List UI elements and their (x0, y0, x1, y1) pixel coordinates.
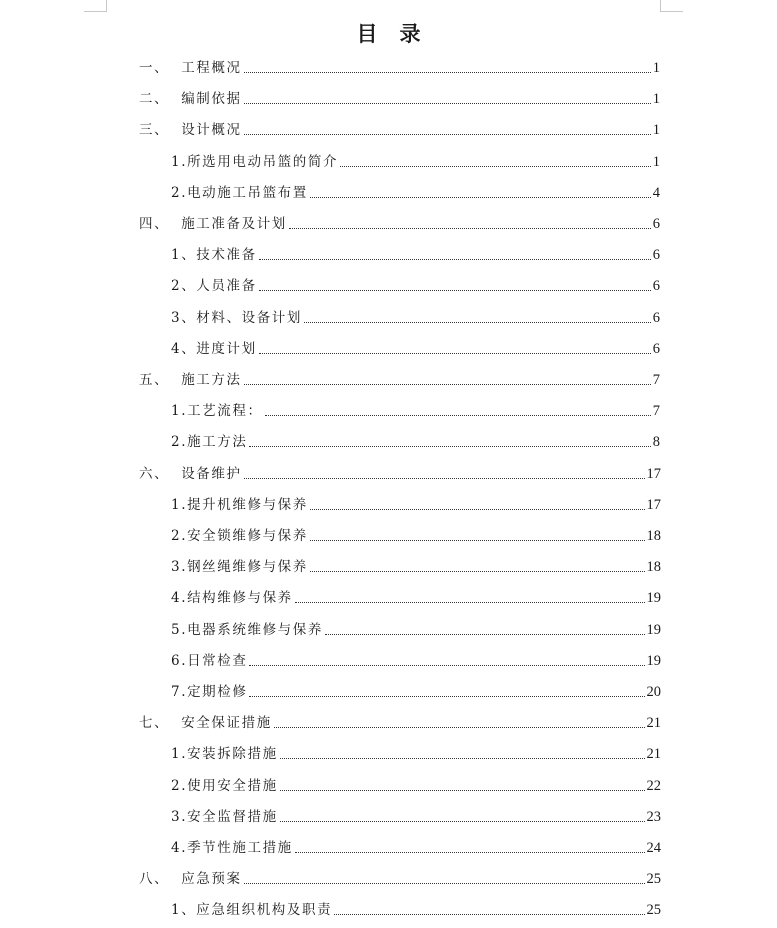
toc-entry[interactable] (139, 865, 661, 887)
toc-dot-leader (249, 664, 644, 666)
toc-entry-label (139, 216, 287, 232)
toc-entry[interactable] (171, 553, 661, 575)
toc-dot-leader (310, 196, 651, 198)
toc-page-number: 21 (646, 746, 661, 762)
toc-entry[interactable] (139, 54, 660, 76)
toc-entry-number: 八、 (139, 871, 170, 887)
toc-entry-text: 1.安装拆除措施 (171, 746, 278, 762)
toc-dot-leader (304, 321, 651, 323)
toc-entry[interactable] (171, 647, 661, 669)
toc-entry[interactable] (171, 428, 660, 450)
toc-entry[interactable] (171, 335, 660, 357)
toc-entry-number: 六、 (139, 466, 170, 482)
toc-entry[interactable] (171, 772, 661, 794)
toc-entry-label (171, 497, 308, 513)
toc-entry-text: 1、应急组织机构及职责 (171, 902, 333, 918)
toc-entry-text: 2.使用安全措施 (171, 778, 278, 794)
toc-dot-leader (244, 383, 651, 385)
toc-page-number: 6 (652, 216, 660, 232)
toc-entry[interactable] (171, 616, 661, 638)
toc-entry-label (171, 310, 302, 326)
toc-entry[interactable] (139, 210, 660, 232)
toc-page-number: 6 (652, 247, 660, 263)
toc-entry[interactable] (171, 148, 660, 170)
toc-page-number: 19 (646, 622, 661, 638)
toc-entry-text: 6.日常检查 (171, 653, 248, 669)
toc-page-number: 25 (646, 902, 661, 918)
toc-entry[interactable] (171, 740, 661, 762)
toc-entry-label (139, 871, 242, 887)
toc-entry-label (139, 91, 242, 107)
toc-dot-leader (295, 851, 645, 853)
toc-entry[interactable] (171, 584, 661, 606)
toc-entry-label (139, 372, 242, 388)
toc-page-number: 4 (652, 185, 660, 201)
toc-dot-leader (280, 789, 645, 791)
toc-entry-label (171, 528, 308, 544)
toc-entry-text: 7.定期检修 (171, 684, 248, 700)
toc-dot-leader (310, 570, 645, 572)
toc-entry[interactable] (139, 116, 660, 138)
toc-entry-label (171, 403, 263, 419)
toc-entry-label (171, 341, 257, 357)
toc-entry-label (139, 715, 272, 731)
toc-dot-leader (244, 133, 651, 135)
toc-entry-text: 1、技术准备 (171, 247, 257, 263)
toc-entry-label (171, 622, 323, 638)
toc-entry[interactable] (171, 834, 661, 856)
toc-page-number: 6 (652, 310, 660, 326)
toc-page-number: 7 (652, 372, 660, 388)
toc-entry-text: 4、进度计划 (171, 341, 257, 357)
toc-entry-label (171, 590, 293, 606)
toc-entry-label (171, 840, 293, 856)
toc-dot-leader (310, 539, 645, 541)
toc-dot-leader (310, 508, 645, 510)
toc-dot-leader (280, 820, 645, 822)
toc-page-number: 6 (652, 278, 660, 294)
toc-dot-leader (274, 726, 645, 728)
toc-entry-text: 工程概况 (181, 60, 242, 76)
toc-entry[interactable] (171, 304, 660, 326)
toc-page-number: 21 (646, 715, 661, 731)
toc-entry-label (171, 778, 278, 794)
page-corner-mark-left (84, 0, 107, 12)
toc-entry-number: 三、 (139, 122, 170, 138)
toc-dot-leader (259, 258, 651, 260)
toc-page-number: 22 (646, 778, 661, 794)
toc-entry-text: 4.季节性施工措施 (171, 840, 293, 856)
toc-entry-label (171, 434, 247, 450)
toc-entry-text: 设计概况 (181, 122, 242, 138)
toc-entry[interactable] (171, 678, 661, 700)
toc-entry-text: 4.结构维修与保养 (171, 590, 293, 606)
toc-entry-text: 1.所选用电动吊篮的简介 (171, 154, 339, 170)
toc-entry-text: 施工准备及计划 (181, 216, 287, 232)
toc-entry-label (171, 653, 247, 669)
toc-entry-number: 四、 (139, 216, 170, 232)
toc-entry-label (139, 466, 242, 482)
toc-entry[interactable] (171, 522, 661, 544)
toc-page-number: 18 (646, 559, 661, 575)
toc-dot-leader (244, 882, 645, 884)
toc-entry[interactable] (139, 460, 661, 482)
toc-page-number: 1 (652, 154, 660, 170)
toc-entry-text: 应急预案 (181, 871, 242, 887)
toc-dot-leader (244, 102, 651, 104)
toc-page-number: 19 (646, 590, 661, 606)
toc-dot-leader (259, 289, 651, 291)
toc-entry[interactable] (171, 896, 661, 918)
toc-entry-text: 1.提升机维修与保养 (171, 497, 308, 513)
toc-entry-text: 施工方法 (181, 372, 242, 388)
toc-dot-leader (265, 414, 651, 416)
toc-entry[interactable] (171, 241, 660, 263)
toc-title-char-1: 目 (356, 21, 378, 46)
toc-entry-text: 3.钢丝绳维修与保养 (171, 559, 308, 575)
toc-entry[interactable] (171, 491, 661, 513)
toc-title-char-2: 录 (399, 21, 421, 46)
toc-entry[interactable] (171, 272, 660, 294)
toc-entry-label (171, 154, 338, 170)
toc-page-number: 19 (646, 653, 661, 669)
toc-dot-leader (244, 71, 651, 73)
toc-page-number: 1 (652, 60, 660, 76)
toc-dot-leader (289, 227, 651, 229)
toc-page-number: 17 (646, 497, 661, 513)
toc-entry-text: 3、材料、设备计划 (171, 310, 302, 326)
toc-entry[interactable] (171, 803, 661, 825)
toc-entry-number: 一、 (139, 60, 170, 76)
toc-entry-label (171, 684, 247, 700)
toc-page-number: 7 (652, 403, 660, 419)
toc-entry[interactable] (171, 397, 660, 419)
toc-entry-text: 3.安全监督措施 (171, 809, 278, 825)
toc-entry-label (171, 746, 278, 762)
toc-entry-label (171, 809, 278, 825)
toc-entry[interactable] (171, 179, 660, 201)
toc-entry[interactable] (139, 366, 660, 388)
toc-page-number: 23 (646, 809, 661, 825)
toc-page-number: 8 (652, 434, 660, 450)
toc-entry-text: 2.施工方法 (171, 434, 248, 450)
toc-entry-text: 5.电器系统维修与保养 (171, 622, 323, 638)
toc-entry-label (171, 902, 332, 918)
toc-dot-leader (280, 757, 645, 759)
toc-dot-leader (325, 633, 645, 635)
toc-dot-leader (334, 913, 644, 915)
toc-entry[interactable] (139, 709, 661, 731)
toc-entry-label (139, 122, 242, 138)
toc-entry-text: 2.安全锁维修与保养 (171, 528, 308, 544)
toc-entry-number: 七、 (139, 715, 170, 731)
toc-dot-leader (295, 601, 645, 603)
page-corner-mark-right (660, 0, 683, 12)
toc-page-number: 17 (646, 466, 661, 482)
toc-entry-text: 编制依据 (181, 91, 242, 107)
toc-entry-text: 安全保证措施 (181, 715, 272, 731)
toc-entry-number: 五、 (139, 372, 170, 388)
toc-entry-number: 二、 (139, 91, 170, 107)
toc-page-number: 1 (652, 91, 660, 107)
toc-entry[interactable] (139, 85, 660, 107)
toc-entry-label (139, 60, 242, 76)
toc-page-number: 18 (646, 528, 661, 544)
toc-page-number: 20 (646, 684, 661, 700)
toc-title (0, 18, 777, 48)
toc-dot-leader (340, 165, 651, 167)
toc-dot-leader (259, 352, 651, 354)
toc-entry-text: 1.工艺流程： (171, 403, 263, 419)
toc-page-number: 6 (652, 341, 660, 357)
toc-page-number: 25 (646, 871, 661, 887)
toc-entry-label (171, 185, 308, 201)
toc-entry-label (171, 559, 308, 575)
toc-page-number: 24 (646, 840, 661, 856)
toc-entry-label (171, 278, 257, 294)
toc-entry-label (171, 247, 257, 263)
toc-dot-leader (249, 445, 650, 447)
toc-entry-text: 设备维护 (181, 466, 242, 482)
toc-entry-text: 2、人员准备 (171, 278, 257, 294)
toc-dot-leader (249, 695, 644, 697)
toc-dot-leader (244, 477, 645, 479)
toc-entry-text: 2.电动施工吊篮布置 (171, 185, 308, 201)
toc-page-number: 1 (652, 122, 660, 138)
